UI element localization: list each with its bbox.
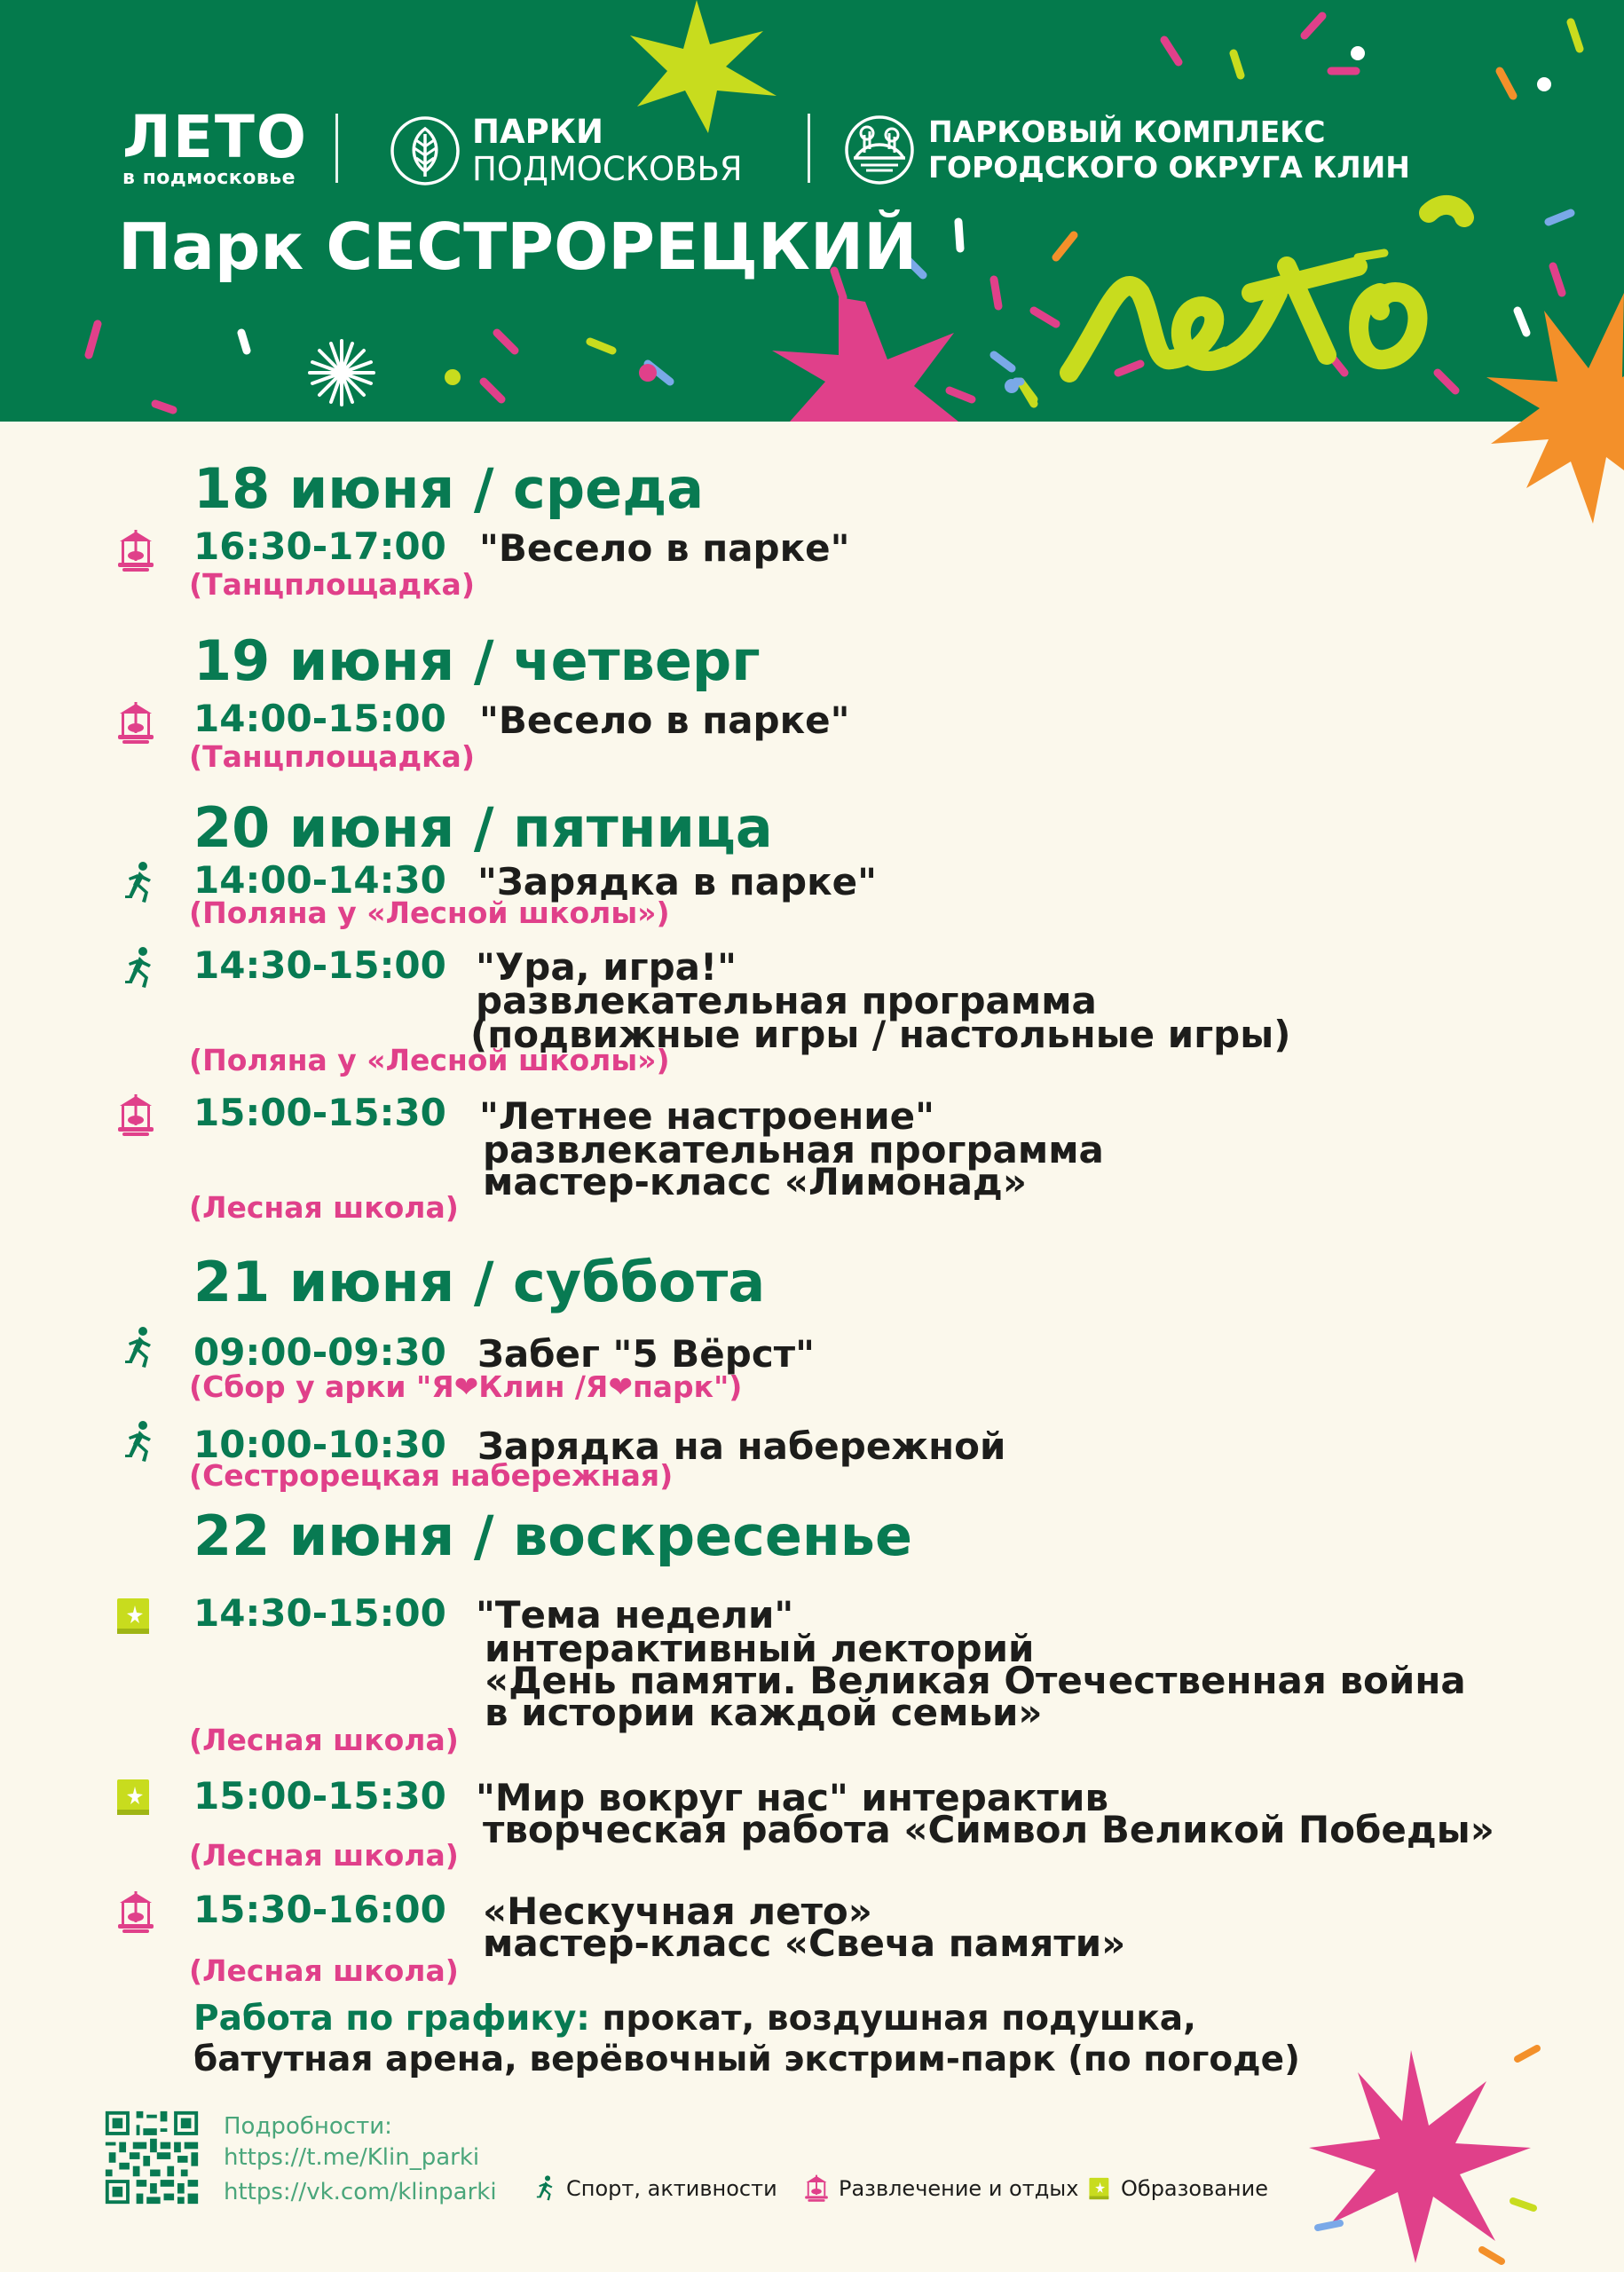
leto-logo <box>122 103 309 190</box>
white-sparkle <box>310 341 374 405</box>
legend-item-entertainment <box>803 2174 1078 2203</box>
event-description: творческая работа «Символ Великой Победы» <box>483 1808 1494 1851</box>
runner-icon <box>118 946 159 990</box>
legend-label: Развлечение и отдых <box>839 2176 1079 2201</box>
book-icon <box>114 1775 154 1819</box>
legend-label: Образование <box>1121 2176 1268 2201</box>
event-time: 15:30-16:00 <box>193 1888 446 1931</box>
event-time: 14:00-15:00 <box>193 697 446 740</box>
event-title: «Нескучная лето» <box>483 1889 872 1933</box>
schedule-note <box>193 1999 1196 2039</box>
parki-logo-line1: ПАРКИ <box>472 113 603 151</box>
runner-icon <box>118 1326 159 1370</box>
event-title: "Зарядка в парке" <box>477 860 877 903</box>
schedule-items: прокат, воздушная подушка, <box>589 1999 1196 2039</box>
day-heading: 21 июня / суббота <box>193 1250 766 1314</box>
event-place: (Лесная школа) <box>189 1723 459 1757</box>
day-heading: 20 июня / пятница <box>193 795 773 860</box>
event-place-part: Клин /Я <box>478 1369 609 1404</box>
runner-icon <box>118 861 159 905</box>
event-place <box>189 1370 742 1404</box>
event-title: "Весело в парке" <box>479 698 850 742</box>
event-place: (Поляна у «Лесной школы») <box>189 1043 670 1077</box>
leaf-emblem-icon <box>389 114 461 187</box>
park-complex-logo <box>843 114 1410 186</box>
carousel-icon <box>803 2174 830 2203</box>
event-place: (Поляна у «Лесной школы») <box>189 895 670 930</box>
day-heading: 22 июня / воскресенье <box>193 1503 913 1568</box>
carousel-icon <box>115 701 156 746</box>
event-title: "Тема недели" <box>476 1593 794 1637</box>
parki-logo-line2: ПОДМОСКОВЬЯ <box>472 150 743 188</box>
event-title: "Весело в парке" <box>479 526 850 570</box>
book-icon <box>114 1594 154 1638</box>
logo-divider <box>335 114 338 183</box>
event-place: (Сестрорецкая набережная) <box>189 1458 674 1493</box>
day-heading: 18 июня / среда <box>193 456 705 521</box>
event-place: (Лесная школа) <box>189 1838 459 1873</box>
schedule-label: Работа по графику: <box>193 1999 590 2039</box>
event-title: Забег "5 Вёрст" <box>477 1332 815 1376</box>
event-place: (Танцплощадка) <box>189 567 475 602</box>
heart-icon: ❤ <box>453 1369 479 1404</box>
event-title: "Летнее настроение" <box>479 1094 935 1138</box>
event-place-part: (Сбор у арки "Я <box>189 1369 454 1404</box>
book-icon <box>1087 2174 1112 2203</box>
event-description: развлекательная программа <box>483 1128 1104 1172</box>
event-time: 09:00-09:30 <box>193 1330 446 1374</box>
logo-divider <box>808 114 810 183</box>
leto-logo-text: ЛЕТО <box>122 103 309 171</box>
details-label: Подробности: <box>224 2113 392 2140</box>
complex-logo-line2: ГОРОДСКОГО ОКРУГА КЛИН <box>928 150 1410 185</box>
runner-icon <box>532 2174 557 2203</box>
complex-logo-line1: ПАРКОВЫЙ КОМПЛЕКС <box>928 114 1326 149</box>
event-time: 10:00-10:30 <box>193 1423 446 1466</box>
event-description: мастер-класс «Лимонад» <box>483 1160 1027 1203</box>
event-description: в истории каждой семьи» <box>485 1691 1043 1734</box>
leto-script-word <box>1069 205 1464 373</box>
event-time: 14:30-15:00 <box>193 1591 446 1635</box>
event-description: «День памяти. Великая Отечественная война <box>485 1659 1466 1702</box>
leto-logo-subtitle: в подмосковье <box>122 167 296 189</box>
event-description: развлекательная программа <box>476 979 1097 1022</box>
event-place: (Танцплощадка) <box>189 739 475 774</box>
event-description: (подвижные игры / настольные игры) <box>470 1013 1291 1056</box>
event-title: Зарядка на набережной <box>477 1424 1006 1468</box>
carousel-icon <box>115 1890 156 1935</box>
pink-burst-bottom <box>1305 2041 1544 2272</box>
event-time: 15:00-15:30 <box>193 1091 446 1134</box>
bridge-emblem-icon <box>843 114 916 186</box>
event-time: 14:30-15:00 <box>193 943 446 987</box>
event-place: (Лесная школа) <box>189 1190 459 1225</box>
event-place-part: парк") <box>632 1369 743 1404</box>
legend-item-education <box>1087 2174 1268 2203</box>
header-banner <box>0 0 1624 422</box>
event-time: 15:00-15:30 <box>193 1774 446 1818</box>
event-title: "Ура, игра!" <box>476 945 737 989</box>
schedule-items-line2: батутная арена, верёвочный экстрим-парк (по погоде) <box>193 2039 1300 2079</box>
event-description: мастер-класс «Свеча памяти» <box>483 1921 1126 1965</box>
telegram-link[interactable]: https://t.me/Klin_parki <box>224 2144 480 2171</box>
event-place: (Лесная школа) <box>189 1953 459 1988</box>
heart-icon: ❤ <box>608 1369 633 1404</box>
runner-icon <box>118 1420 159 1464</box>
legend-label: Спорт, активности <box>566 2176 777 2201</box>
event-time: 14:00-14:30 <box>193 858 446 902</box>
vk-link[interactable]: https://vk.com/klinparki <box>224 2179 497 2205</box>
carousel-icon <box>115 529 156 573</box>
park-title: Парк СЕСТРОРЕЦКИЙ <box>118 209 918 284</box>
orange-burst <box>1438 293 1624 577</box>
legend-item-sport <box>532 2174 777 2203</box>
event-title: "Мир вокруг нас" интерактив <box>476 1776 1109 1819</box>
pink-burst <box>772 297 958 422</box>
event-description: интерактивный лекторий <box>485 1627 1035 1670</box>
day-heading: 19 июня / четверг <box>193 628 761 693</box>
qr-code[interactable] <box>102 2108 201 2207</box>
event-time: 16:30-17:00 <box>193 525 446 568</box>
parki-podmoskovya-logo <box>389 114 743 188</box>
carousel-icon <box>115 1093 156 1138</box>
